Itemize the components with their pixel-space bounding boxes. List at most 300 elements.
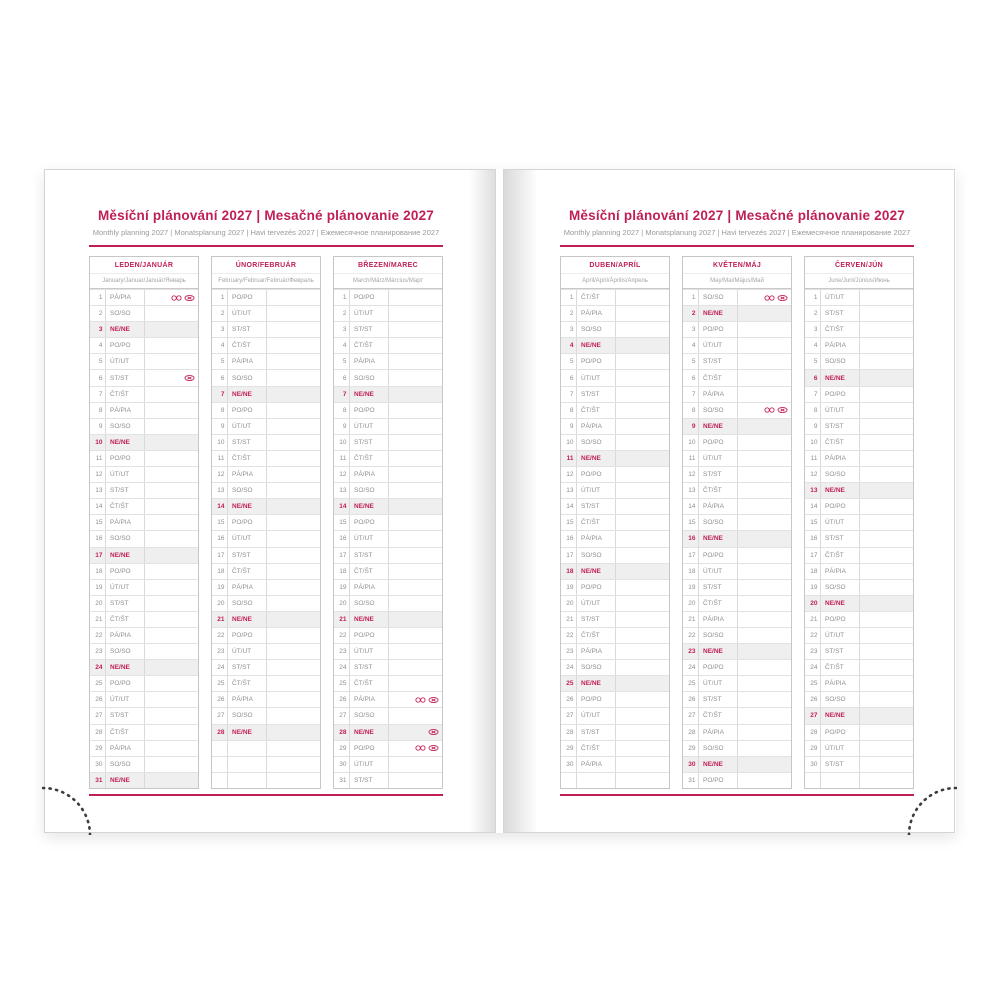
notes-cell bbox=[738, 757, 791, 772]
notes-cell bbox=[145, 435, 198, 450]
notes-cell bbox=[738, 354, 791, 369]
day-name: SO/SO bbox=[350, 370, 389, 385]
day-row bbox=[683, 643, 791, 659]
day-number: 5 bbox=[212, 354, 228, 369]
day-name: PO/PO bbox=[821, 612, 860, 627]
day-number: 21 bbox=[212, 612, 228, 627]
day-number: 20 bbox=[683, 596, 699, 611]
day-row bbox=[212, 643, 320, 659]
empty-row bbox=[212, 740, 320, 756]
day-name: SO/SO bbox=[699, 290, 738, 305]
notes-cell bbox=[860, 354, 913, 369]
day-number: 23 bbox=[212, 644, 228, 659]
day-row bbox=[683, 434, 791, 450]
notes-cell bbox=[860, 644, 913, 659]
day-row bbox=[90, 756, 198, 772]
page-title: Měsíční plánování 2027 | Mesačné plánovanie 2027 bbox=[97, 208, 435, 223]
day-number bbox=[805, 773, 821, 788]
day-number bbox=[212, 741, 228, 756]
day-row bbox=[334, 675, 442, 691]
day-row bbox=[334, 337, 442, 353]
day-number: 8 bbox=[334, 403, 350, 418]
notes-cell bbox=[616, 354, 669, 369]
day-number: 1 bbox=[90, 290, 106, 305]
day-row bbox=[561, 740, 669, 756]
day-row bbox=[805, 675, 913, 691]
day-name: PÁ/PIA bbox=[821, 338, 860, 353]
day-name: ST/ST bbox=[821, 757, 860, 772]
day-number: 12 bbox=[212, 467, 228, 482]
day-name: ČT/ŠT bbox=[577, 628, 616, 643]
day-name: ÚT/UT bbox=[821, 628, 860, 643]
day-name: SO/SO bbox=[106, 419, 145, 434]
notes-cell bbox=[860, 676, 913, 691]
day-row bbox=[805, 498, 913, 514]
day-name: SO/SO bbox=[699, 403, 738, 418]
day-number: 19 bbox=[805, 580, 821, 595]
notes-cell bbox=[616, 499, 669, 514]
day-name: PÁ/PIA bbox=[699, 499, 738, 514]
month-table-april bbox=[560, 256, 670, 789]
day-name: PÁ/PIA bbox=[106, 290, 145, 305]
day-row bbox=[683, 547, 791, 563]
corner-perforation-left bbox=[42, 781, 96, 835]
notes-cell bbox=[616, 531, 669, 546]
day-row bbox=[212, 514, 320, 530]
notes-cell bbox=[389, 370, 442, 385]
notes-cell bbox=[389, 580, 442, 595]
day-number: 16 bbox=[805, 531, 821, 546]
day-number: 26 bbox=[683, 692, 699, 707]
day-name: ÚT/UT bbox=[350, 757, 389, 772]
day-name: ST/ST bbox=[699, 467, 738, 482]
day-number: 25 bbox=[561, 676, 577, 691]
day-number: 3 bbox=[683, 322, 699, 337]
day-row bbox=[212, 611, 320, 627]
day-row bbox=[561, 482, 669, 498]
day-name: NE/NE bbox=[699, 644, 738, 659]
notes-cell bbox=[860, 725, 913, 740]
day-number: 29 bbox=[90, 741, 106, 756]
day-number: 13 bbox=[805, 483, 821, 498]
notes-cell bbox=[616, 451, 669, 466]
day-name: ČT/ŠT bbox=[228, 451, 267, 466]
day-number: 11 bbox=[683, 451, 699, 466]
day-row bbox=[561, 369, 669, 385]
notes-cell bbox=[860, 596, 913, 611]
day-number: 14 bbox=[334, 499, 350, 514]
day-row bbox=[334, 402, 442, 418]
day-number: 9 bbox=[334, 419, 350, 434]
empty-row bbox=[561, 772, 669, 788]
day-name: NE/NE bbox=[228, 387, 267, 402]
day-row bbox=[90, 659, 198, 675]
day-row bbox=[683, 707, 791, 723]
day-name: NE/NE bbox=[228, 612, 267, 627]
month-table-january bbox=[89, 256, 199, 789]
day-number: 23 bbox=[90, 644, 106, 659]
notes-cell bbox=[738, 692, 791, 707]
notes-cell bbox=[267, 419, 320, 434]
day-number: 12 bbox=[805, 467, 821, 482]
notes-cell bbox=[145, 660, 198, 675]
day-name: NE/NE bbox=[228, 725, 267, 740]
notes-cell bbox=[267, 725, 320, 740]
day-row bbox=[805, 369, 913, 385]
day-name: ST/ST bbox=[821, 531, 860, 546]
day-number: 4 bbox=[561, 338, 577, 353]
day-number: 6 bbox=[683, 370, 699, 385]
day-row bbox=[683, 289, 791, 305]
day-number: 23 bbox=[683, 644, 699, 659]
day-row bbox=[805, 643, 913, 659]
day-row bbox=[805, 563, 913, 579]
day-number: 9 bbox=[683, 419, 699, 434]
day-number: 22 bbox=[561, 628, 577, 643]
day-number: 21 bbox=[334, 612, 350, 627]
day-number: 20 bbox=[334, 596, 350, 611]
notes-cell bbox=[389, 644, 442, 659]
title-divider bbox=[560, 245, 914, 247]
day-number: 19 bbox=[90, 580, 106, 595]
day-name: SO/SO bbox=[106, 531, 145, 546]
notes-cell bbox=[389, 741, 442, 756]
notes-cell bbox=[616, 773, 669, 788]
day-name: SO/SO bbox=[577, 660, 616, 675]
day-name: ÚT/UT bbox=[106, 692, 145, 707]
day-name: ČT/ŠT bbox=[106, 387, 145, 402]
notes-cell bbox=[860, 660, 913, 675]
slovak-holiday-icon bbox=[777, 294, 788, 302]
day-name: PO/PO bbox=[699, 660, 738, 675]
czech-holiday-icon bbox=[764, 294, 775, 302]
day-row bbox=[561, 611, 669, 627]
day-row bbox=[561, 321, 669, 337]
notes-cell bbox=[145, 338, 198, 353]
notes-cell bbox=[860, 451, 913, 466]
day-row bbox=[805, 321, 913, 337]
day-number: 17 bbox=[334, 548, 350, 563]
day-name: NE/NE bbox=[577, 451, 616, 466]
notes-cell bbox=[616, 290, 669, 305]
notes-cell bbox=[145, 596, 198, 611]
day-number: 1 bbox=[805, 290, 821, 305]
day-row bbox=[561, 659, 669, 675]
day-number: 28 bbox=[212, 725, 228, 740]
day-number: 7 bbox=[334, 387, 350, 402]
day-number: 25 bbox=[805, 676, 821, 691]
notes-cell bbox=[616, 306, 669, 321]
day-row bbox=[334, 547, 442, 563]
day-name: NE/NE bbox=[106, 660, 145, 675]
day-number: 26 bbox=[561, 692, 577, 707]
day-row bbox=[90, 563, 198, 579]
day-name: ÚT/UT bbox=[699, 676, 738, 691]
day-row bbox=[561, 289, 669, 305]
day-name: PO/PO bbox=[350, 290, 389, 305]
notes-cell bbox=[860, 741, 913, 756]
notes-cell bbox=[616, 612, 669, 627]
notes-cell bbox=[267, 564, 320, 579]
day-row bbox=[334, 434, 442, 450]
day-number: 31 bbox=[334, 773, 350, 788]
notes-cell bbox=[738, 596, 791, 611]
notes-cell bbox=[616, 708, 669, 723]
month-subtitle: February/Februar/Február/Февраль bbox=[212, 274, 320, 289]
day-number: 11 bbox=[90, 451, 106, 466]
day-name: PO/PO bbox=[106, 676, 145, 691]
notes-cell bbox=[738, 290, 791, 305]
notes-cell bbox=[389, 515, 442, 530]
day-row bbox=[683, 466, 791, 482]
day-name: SO/SO bbox=[228, 483, 267, 498]
day-name: NE/NE bbox=[699, 306, 738, 321]
notes-cell bbox=[616, 435, 669, 450]
day-name: PÁ/PIA bbox=[228, 580, 267, 595]
day-name: PÁ/PIA bbox=[577, 306, 616, 321]
notes-cell bbox=[145, 306, 198, 321]
notes-cell bbox=[738, 451, 791, 466]
day-name: NE/NE bbox=[577, 676, 616, 691]
day-number: 6 bbox=[90, 370, 106, 385]
day-row bbox=[212, 724, 320, 740]
day-name: SO/SO bbox=[577, 548, 616, 563]
day-row bbox=[334, 289, 442, 305]
notes-cell bbox=[389, 773, 442, 788]
day-row bbox=[805, 724, 913, 740]
slovak-holiday-icon bbox=[428, 728, 439, 736]
day-number: 23 bbox=[334, 644, 350, 659]
day-name: PO/PO bbox=[228, 290, 267, 305]
day-row bbox=[683, 418, 791, 434]
day-row bbox=[683, 514, 791, 530]
month-subtitle: May/Mai/Május/Май bbox=[683, 274, 791, 289]
day-name: ÚT/UT bbox=[577, 708, 616, 723]
notes-cell bbox=[267, 483, 320, 498]
day-name bbox=[577, 773, 616, 788]
notes-cell bbox=[616, 660, 669, 675]
day-row bbox=[334, 418, 442, 434]
notes-cell bbox=[616, 644, 669, 659]
empty-row bbox=[212, 756, 320, 772]
day-row bbox=[90, 691, 198, 707]
day-number: 5 bbox=[90, 354, 106, 369]
day-number: 20 bbox=[212, 596, 228, 611]
day-number: 17 bbox=[212, 548, 228, 563]
notes-cell bbox=[738, 419, 791, 434]
day-name: PO/PO bbox=[821, 387, 860, 402]
day-number: 4 bbox=[334, 338, 350, 353]
notes-cell bbox=[738, 370, 791, 385]
notes-cell bbox=[860, 773, 913, 788]
day-row bbox=[212, 595, 320, 611]
day-row bbox=[561, 627, 669, 643]
day-number: 10 bbox=[212, 435, 228, 450]
day-row bbox=[683, 337, 791, 353]
day-number: 14 bbox=[212, 499, 228, 514]
day-number: 5 bbox=[561, 354, 577, 369]
notes-cell bbox=[860, 306, 913, 321]
day-name: ST/ST bbox=[699, 692, 738, 707]
day-row bbox=[212, 466, 320, 482]
day-name: PÁ/PIA bbox=[106, 628, 145, 643]
day-row bbox=[683, 659, 791, 675]
day-number: 15 bbox=[90, 515, 106, 530]
day-name: ÚT/UT bbox=[577, 596, 616, 611]
day-row bbox=[90, 498, 198, 514]
day-number: 14 bbox=[683, 499, 699, 514]
day-name: PO/PO bbox=[699, 322, 738, 337]
day-number: 11 bbox=[334, 451, 350, 466]
day-name bbox=[228, 773, 267, 788]
day-number: 11 bbox=[561, 451, 577, 466]
notes-cell bbox=[738, 708, 791, 723]
notes-cell bbox=[389, 338, 442, 353]
day-name: SO/SO bbox=[228, 596, 267, 611]
day-name: NE/NE bbox=[106, 435, 145, 450]
notes-cell bbox=[267, 531, 320, 546]
day-number: 18 bbox=[212, 564, 228, 579]
notes-cell bbox=[145, 644, 198, 659]
day-name: ČT/ŠT bbox=[106, 612, 145, 627]
day-number: 30 bbox=[683, 757, 699, 772]
day-number: 30 bbox=[561, 757, 577, 772]
day-row bbox=[683, 386, 791, 402]
day-row bbox=[334, 579, 442, 595]
notes-cell bbox=[860, 467, 913, 482]
day-name: PÁ/PIA bbox=[699, 725, 738, 740]
day-number: 2 bbox=[683, 306, 699, 321]
day-name: PO/PO bbox=[106, 564, 145, 579]
day-name: SO/SO bbox=[821, 580, 860, 595]
notes-cell bbox=[860, 419, 913, 434]
day-number: 17 bbox=[90, 548, 106, 563]
day-number: 3 bbox=[90, 322, 106, 337]
day-number: 28 bbox=[683, 725, 699, 740]
notes-cell bbox=[860, 403, 913, 418]
day-name: ÚT/UT bbox=[821, 515, 860, 530]
day-name: ST/ST bbox=[350, 548, 389, 563]
day-name: ST/ST bbox=[821, 644, 860, 659]
day-row bbox=[805, 611, 913, 627]
notes-cell bbox=[267, 757, 320, 772]
day-row bbox=[561, 756, 669, 772]
notes-cell bbox=[860, 387, 913, 402]
notes-cell bbox=[616, 757, 669, 772]
day-number: 2 bbox=[334, 306, 350, 321]
months-row bbox=[560, 256, 914, 789]
notes-cell bbox=[738, 467, 791, 482]
notes-cell bbox=[267, 548, 320, 563]
day-number: 4 bbox=[90, 338, 106, 353]
month-subtitle: June/Juni/Június/Июнь bbox=[805, 274, 913, 289]
day-name: ÚT/UT bbox=[350, 306, 389, 321]
month-name: ÚNOR/FEBRUÁR bbox=[212, 257, 320, 274]
notes-cell bbox=[145, 322, 198, 337]
day-number: 27 bbox=[334, 708, 350, 723]
notes-cell bbox=[145, 757, 198, 772]
day-row bbox=[561, 386, 669, 402]
notes-cell bbox=[860, 290, 913, 305]
day-name: ČT/ŠT bbox=[699, 483, 738, 498]
day-number: 31 bbox=[683, 773, 699, 788]
day-row bbox=[90, 707, 198, 723]
day-row bbox=[90, 305, 198, 321]
day-name: ST/ST bbox=[699, 580, 738, 595]
day-number: 24 bbox=[90, 660, 106, 675]
day-row bbox=[90, 434, 198, 450]
day-number: 15 bbox=[212, 515, 228, 530]
notes-cell bbox=[145, 531, 198, 546]
day-name: PO/PO bbox=[699, 548, 738, 563]
day-number: 16 bbox=[561, 531, 577, 546]
day-row bbox=[90, 353, 198, 369]
day-row bbox=[683, 402, 791, 418]
day-name: ČT/ŠT bbox=[106, 499, 145, 514]
day-row bbox=[805, 707, 913, 723]
day-name: SO/SO bbox=[228, 708, 267, 723]
day-number: 9 bbox=[212, 419, 228, 434]
day-number: 25 bbox=[212, 676, 228, 691]
notes-cell bbox=[267, 290, 320, 305]
day-number: 30 bbox=[334, 757, 350, 772]
empty-row bbox=[212, 772, 320, 788]
month-table-may bbox=[682, 256, 792, 789]
day-name: SO/SO bbox=[350, 483, 389, 498]
day-name: ČT/ŠT bbox=[699, 708, 738, 723]
day-row bbox=[683, 482, 791, 498]
day-name: PÁ/PIA bbox=[821, 676, 860, 691]
day-name: NE/NE bbox=[350, 499, 389, 514]
day-number: 13 bbox=[334, 483, 350, 498]
day-row bbox=[334, 482, 442, 498]
notes-cell bbox=[389, 435, 442, 450]
notes-cell bbox=[267, 596, 320, 611]
day-name: PÁ/PIA bbox=[228, 692, 267, 707]
notes-cell bbox=[267, 499, 320, 514]
notes-cell bbox=[267, 644, 320, 659]
day-name: ČT/ŠT bbox=[350, 564, 389, 579]
day-number: 1 bbox=[334, 290, 350, 305]
day-name: ST/ST bbox=[106, 596, 145, 611]
day-number: 15 bbox=[683, 515, 699, 530]
day-row bbox=[212, 386, 320, 402]
notes-cell bbox=[145, 692, 198, 707]
slovak-holiday-icon bbox=[777, 406, 788, 414]
notes-cell bbox=[738, 483, 791, 498]
day-name: SO/SO bbox=[350, 708, 389, 723]
day-name: PÁ/PIA bbox=[577, 531, 616, 546]
day-name: ÚT/UT bbox=[699, 338, 738, 353]
notes-cell bbox=[267, 435, 320, 450]
czech-holiday-icon bbox=[764, 406, 775, 414]
month-subtitle: March/März/Március/Март bbox=[334, 274, 442, 289]
czech-holiday-icon bbox=[415, 744, 426, 752]
day-number: 9 bbox=[90, 419, 106, 434]
day-number: 18 bbox=[90, 564, 106, 579]
day-number: 10 bbox=[334, 435, 350, 450]
notes-cell bbox=[389, 757, 442, 772]
day-number: 7 bbox=[90, 387, 106, 402]
day-row bbox=[683, 353, 791, 369]
day-row bbox=[805, 530, 913, 546]
notes-cell bbox=[738, 531, 791, 546]
day-name: SO/SO bbox=[106, 306, 145, 321]
notes-cell bbox=[738, 548, 791, 563]
day-number: 24 bbox=[212, 660, 228, 675]
day-number: 28 bbox=[90, 725, 106, 740]
notes-cell bbox=[389, 403, 442, 418]
